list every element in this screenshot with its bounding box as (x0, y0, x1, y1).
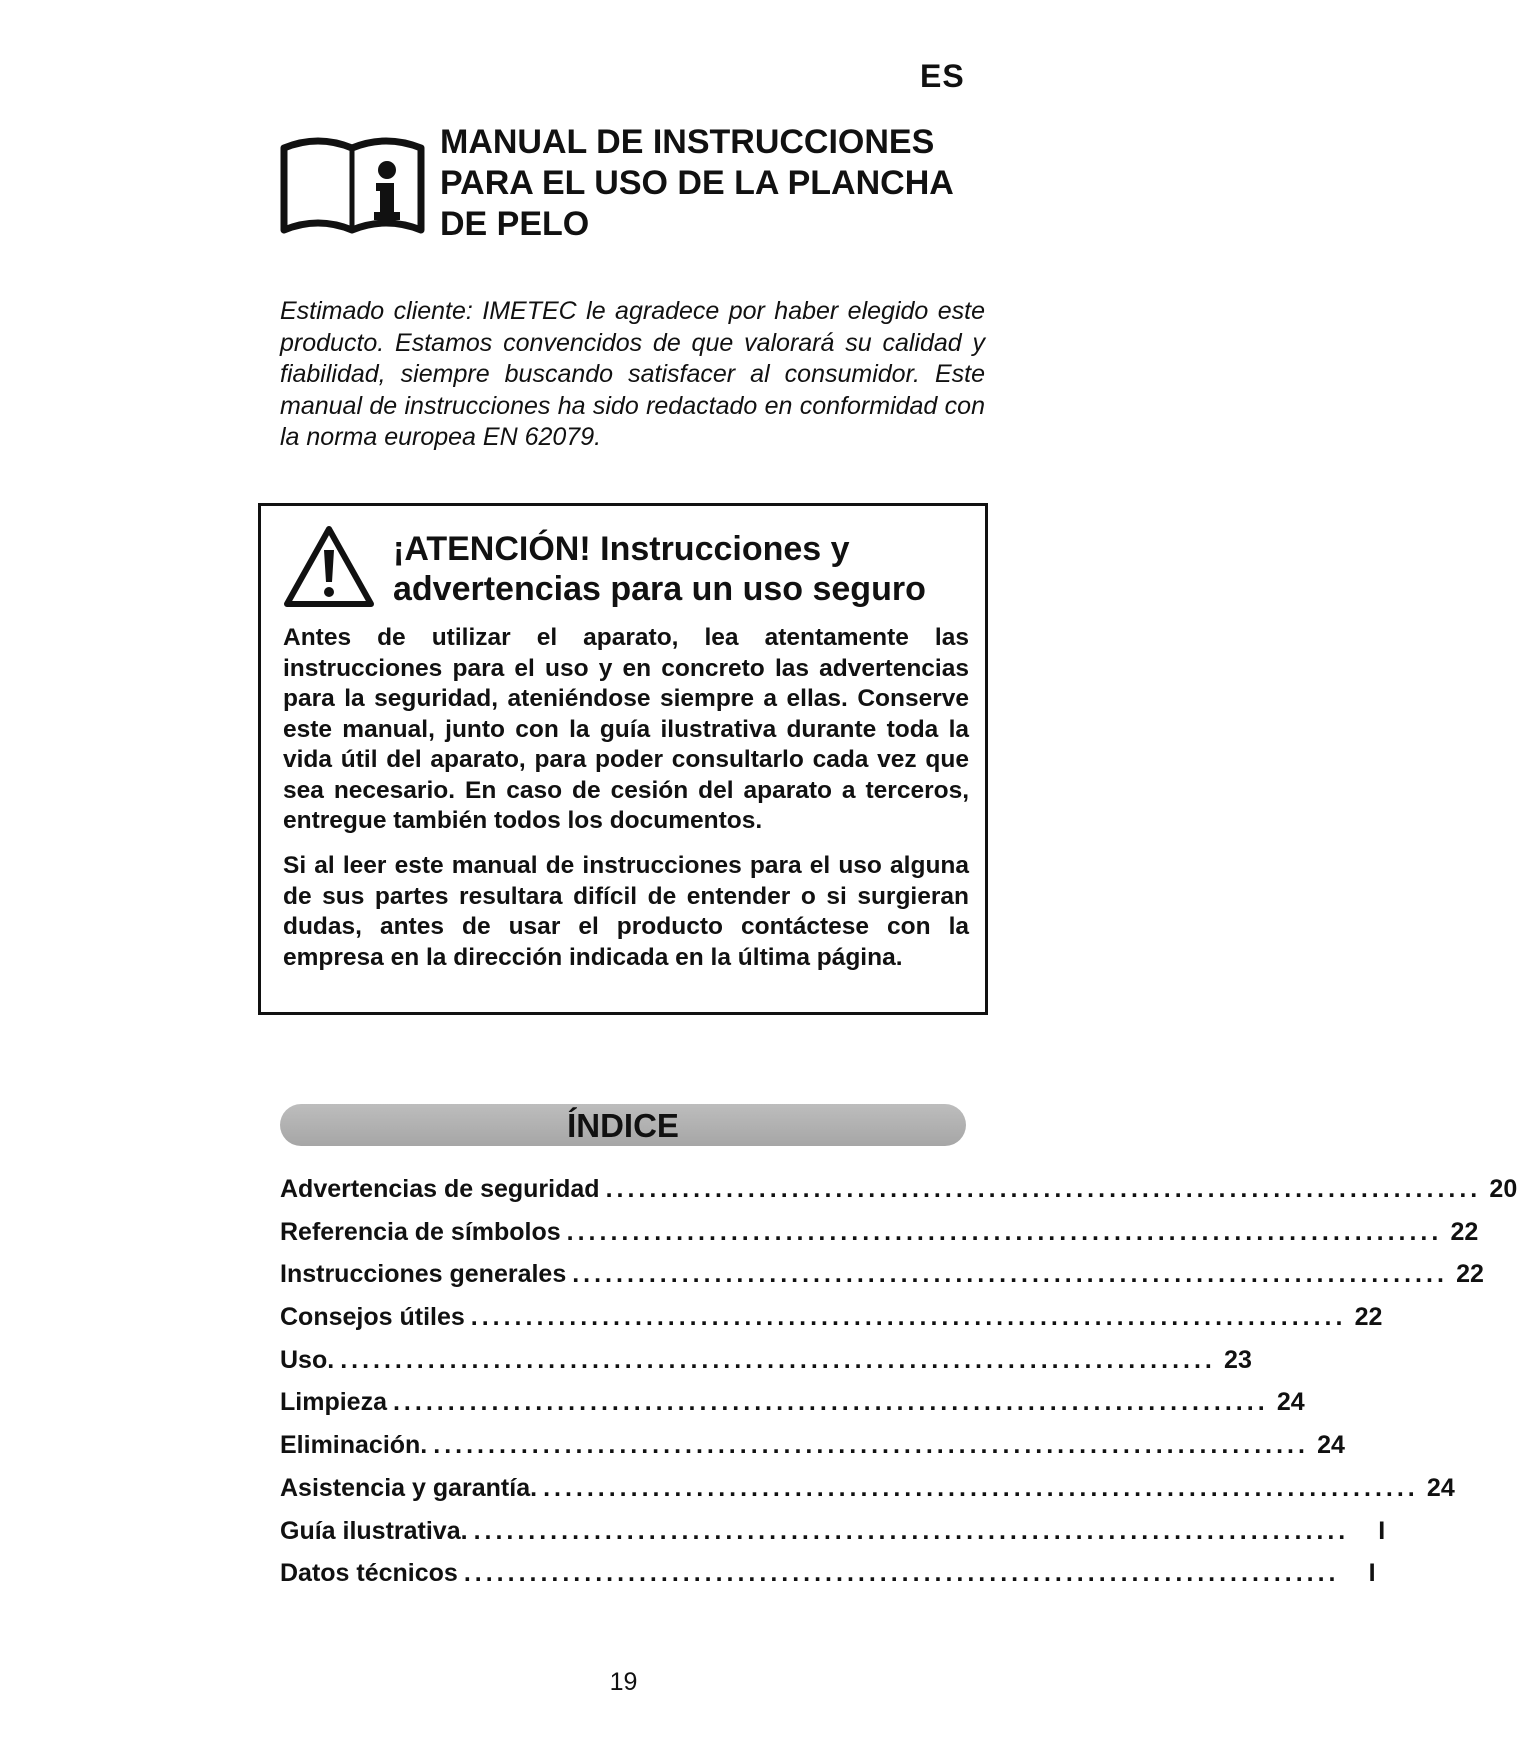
toc-entry (280, 1473, 1455, 1517)
intro-text: Estimado cliente: IMETEC le agradece por haber elegido este producto. Estamos convencidos de que valorará su calidad y fiabilidad, siempre buscando satisfacer al consumidor. Este manual de instrucciones ha sido redactado en conformidad con la norma europea EN 62079. (280, 297, 985, 451)
toc-entry (280, 1175, 1517, 1218)
warning-title: ¡ATENCIÓN! Instrucciones y advertencias para un uso seguro (393, 530, 926, 608)
toc-dot-leader: ................................................................................ (473, 1516, 1350, 1545)
toc-entry-page: I (1378, 1516, 1386, 1545)
toc-dot-leader: ................................................................................ (340, 1345, 1216, 1374)
toc-entry-page: 24 (1317, 1431, 1345, 1460)
index-header-bar (280, 1104, 966, 1146)
warning-box (258, 503, 988, 1015)
toc-entry (280, 1388, 1305, 1431)
toc-entry-label: Consejos útiles (280, 1303, 465, 1332)
book-info-icon (280, 136, 425, 236)
warning-paragraph: Antes de utilizar el aparato, lea atentamente las instrucciones para el uso y en concreto las advertencias para la seguridad, ateniéndose siempre a ellas. Conserve este manual, junto con la guía ilustrativa durante toda la vida útil del aparato, para poder consultarlo cada vez que sea necesario. En caso de cesión del aparato a terceros, entregue también todos los documentos. (283, 624, 969, 834)
page-title: MANUAL DE INSTRUCCIONES PARA EL USO DE LA PLANCHA DE PELO (440, 123, 953, 243)
toc-entry-label: Asistencia y garantía. (280, 1473, 538, 1502)
toc-entry (280, 1431, 1345, 1474)
toc-entry-label: Guía ilustrativa. (280, 1516, 468, 1545)
toc-entry-page: 23 (1224, 1345, 1252, 1374)
toc-dot-leader: ................................................................................ (433, 1431, 1309, 1460)
table-of-contents (280, 1175, 1517, 1602)
toc-dot-leader: ................................................................................ (470, 1303, 1347, 1332)
toc-entry-page: 22 (1456, 1260, 1484, 1289)
warning-paragraph: Si al leer este manual de instrucciones para el uso alguna de sus partes resultara difícil de entender o si surgieran dudas, antes de usar el producto contáctese con la empresa en la dirección indicada en la última página. (283, 852, 969, 971)
toc-entry (280, 1559, 1376, 1602)
toc-entry-label: Limpieza (280, 1388, 387, 1417)
toc-entry-page: 22 (1354, 1303, 1383, 1332)
toc-entry-page: 24 (1276, 1388, 1305, 1417)
toc-entry-label: Uso. (280, 1345, 335, 1374)
toc-entry-page: I (1368, 1559, 1376, 1588)
toc-entry (280, 1345, 1252, 1389)
toc-entry (280, 1303, 1383, 1346)
toc-dot-leader: ................................................................................ (463, 1559, 1340, 1588)
toc-entry (280, 1516, 1386, 1560)
toc-dot-leader: ................................................................................ (605, 1175, 1482, 1203)
toc-dot-leader: ................................................................................ (566, 1217, 1443, 1246)
toc-entry-label: Datos técnicos (280, 1559, 458, 1588)
language-code: ES (920, 58, 965, 94)
index-title: ÍNDICE (567, 1107, 679, 1144)
toc-entry-label: Instrucciones generales (280, 1260, 567, 1289)
toc-entry-page: 22 (1450, 1217, 1479, 1246)
toc-entry-page: 20 (1489, 1175, 1517, 1203)
warning-triangle-icon (283, 524, 375, 610)
toc-entry-label: Eliminación. (280, 1431, 428, 1460)
toc-entry-label: Referencia de símbolos (280, 1217, 561, 1246)
toc-entry (280, 1260, 1484, 1303)
toc-entry-page: 24 (1426, 1473, 1455, 1502)
toc-dot-leader: ................................................................................ (543, 1473, 1419, 1502)
toc-dot-leader: ................................................................................ (572, 1260, 1448, 1289)
page-number: 19 (609, 1668, 638, 1696)
toc-entry-label: Advertencias de seguridad (280, 1175, 600, 1203)
toc-entry (280, 1217, 1479, 1261)
toc-dot-leader: ................................................................................ (392, 1388, 1269, 1417)
